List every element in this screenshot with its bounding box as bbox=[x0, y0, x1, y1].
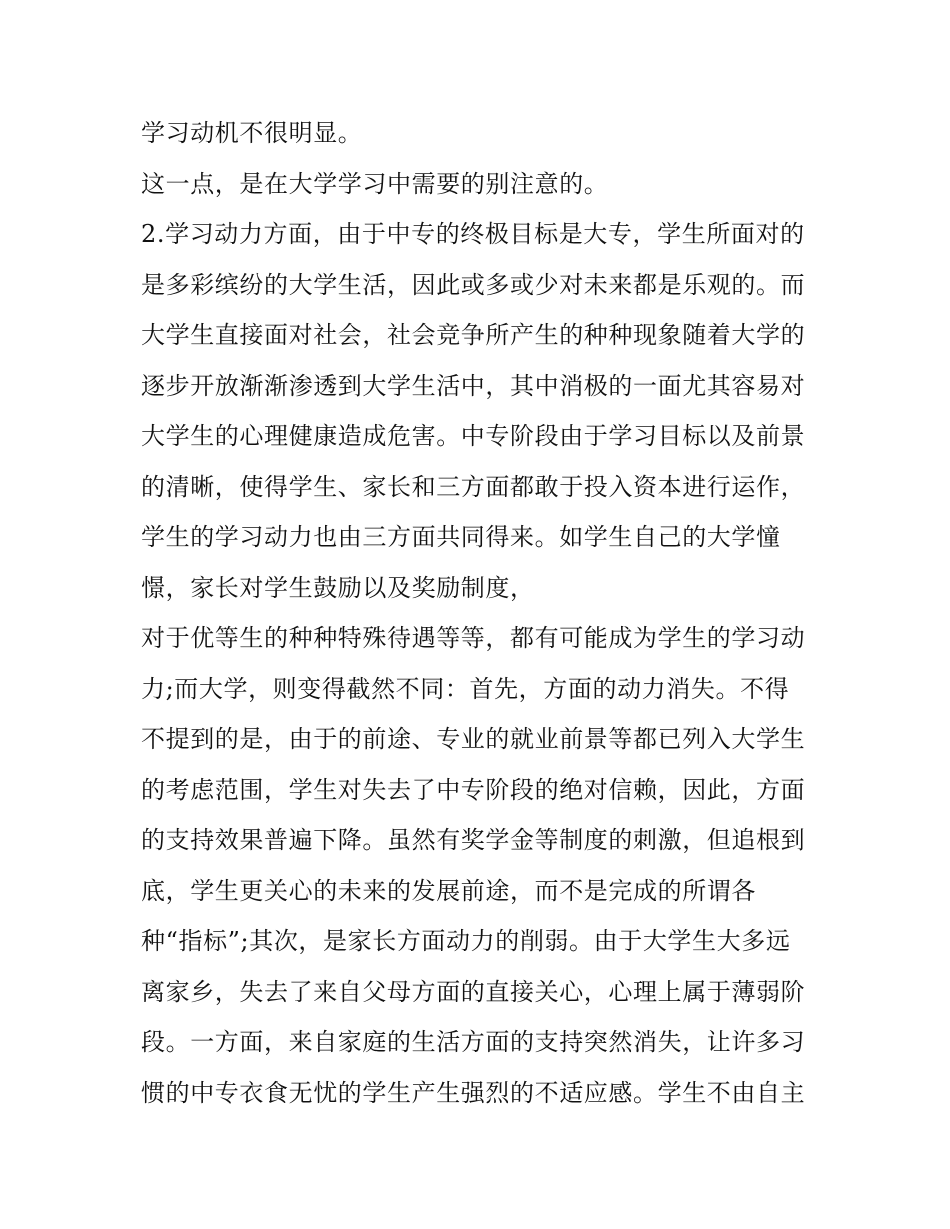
text-line-3: 2.学习动力方面，由于中专的终极目标是大专，学生所面对的 bbox=[141, 220, 805, 248]
text-line-11: 对于优等生的种种特殊待遇等等，都有可能成为学生的学习动 bbox=[141, 624, 806, 652]
text-line-8: 的清晰，使得学生、家长和三方面都敢于投入资本进行运作， bbox=[141, 472, 806, 501]
text-line-6: 逐步开放渐渐渗透到大学生活中，其中消极的一面尤其容易对 bbox=[141, 371, 806, 400]
text-line-13: 不提到的是，由于的前途、专业的就业前景等都已列入大学生 bbox=[141, 725, 806, 753]
text-line-19: 段。一方面，来自家庭的生活方面的支持突然消失，让许多习 bbox=[141, 1028, 806, 1056]
text-line-12: 力;而大学，则变得截然不同：首先，方面的动力消失。不得 bbox=[141, 674, 790, 703]
text-line-16: 底，学生更关心的未来的发展前途，而不是完成的所谓各 bbox=[141, 876, 756, 905]
text-line-18: 离家乡，失去了来自父母方面的直接关心，心理上属于薄弱阶 bbox=[141, 977, 806, 1006]
text-line-14: 的考虑范围，学生对失去了中专阶段的绝对信赖，因此，方面 bbox=[141, 775, 806, 804]
text-line-2: 这一点，是在大学学习中需要的别注意的。 bbox=[141, 169, 609, 198]
text-line-20: 惯的中专衣食无忧的学生产生强烈的不适应感。学生不由自主 bbox=[141, 1078, 806, 1107]
text-line-15: 的支持效果普遍下降。虽然有奖学金等制度的刺激，但追根到 bbox=[141, 826, 806, 854]
text-line-1: 学习动机不很明显。 bbox=[141, 119, 363, 147]
text-line-17: 种“指标”;其次，是家长方面动力的削弱。由于大学生大多远 bbox=[141, 927, 791, 955]
text-line-4: 是多彩缤纷的大学生活，因此或多或少对未来都是乐观的。而 bbox=[141, 270, 806, 299]
text-line-10: 憬，家长对学生鼓励以及奖励制度， bbox=[141, 573, 535, 602]
text-line-5: 大学生直接面对社会，社会竞争所产生的种种现象随着大学的 bbox=[141, 321, 806, 349]
text-line-7: 大学生的心理健康造成危害。中专阶段由于学习目标以及前景 bbox=[141, 422, 806, 450]
text-line-9: 学生的学习动力也由三方面共同得来。如学生自己的大学憧 bbox=[141, 523, 781, 551]
body-text bbox=[141, 108, 841, 1118]
